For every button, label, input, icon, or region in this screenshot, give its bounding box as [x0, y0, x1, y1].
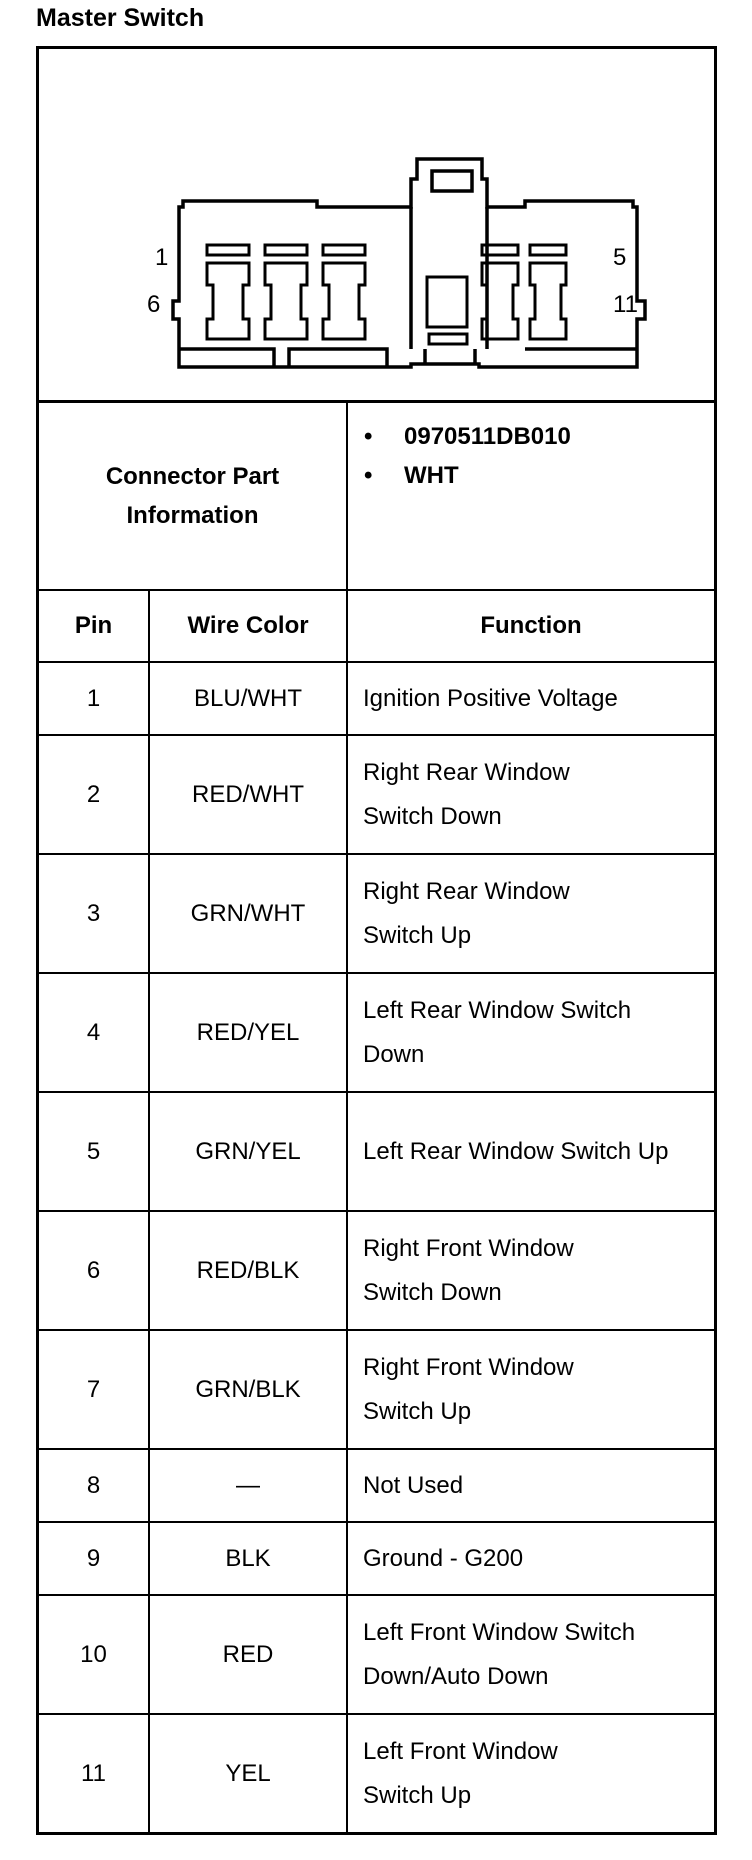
header-function: Function — [347, 590, 714, 662]
connector-info-label: Connector Part Information — [39, 403, 347, 590]
table-row: 4 RED/YEL Left Rear Window Switch Down — [39, 973, 714, 1092]
table-row: 7 GRN/BLK Right Front Window Switch Up — [39, 1330, 714, 1449]
pin-slot-center — [429, 334, 467, 344]
pin-label-5: 5 — [613, 244, 627, 271]
pin-label-1: 1 — [155, 244, 169, 271]
table-row: 11 YEL Left Front Window Switch Up — [39, 1714, 714, 1832]
table-row: 1 BLU/WHT Ignition Positive Voltage — [39, 662, 714, 735]
pin-slot-2 — [265, 245, 307, 255]
table-row: 3 GRN/WHT Right Rear Window Switch Up — [39, 854, 714, 973]
pin-slot-3 — [323, 245, 365, 255]
cavity-8 — [323, 263, 365, 339]
connector-info-row — [39, 403, 714, 590]
cavity-7 — [265, 263, 307, 339]
table-row: 5 GRN/YEL Left Rear Window Switch Up — [39, 1092, 714, 1211]
pinout-table — [39, 403, 714, 1832]
latch-window — [432, 171, 472, 191]
header-wire-color: Wire Color — [149, 590, 347, 662]
pin-label-11: 11 — [613, 291, 638, 318]
pin-slot-5 — [530, 245, 566, 255]
header-pin: Pin — [39, 590, 149, 662]
connector-face-drawing — [39, 49, 714, 400]
cavity-6 — [207, 263, 249, 339]
table-header-row — [39, 590, 714, 662]
table-row: 6 RED/BLK Right Front Window Switch Down — [39, 1211, 714, 1330]
info-value-color: • WHT — [364, 462, 459, 489]
table-row: 10 RED Left Front Window Switch Down/Auto Down — [39, 1595, 714, 1714]
table-row: 2 RED/WHT Right Rear Window Switch Down — [39, 735, 714, 854]
table-row: 9 BLK Ground - G200 — [39, 1522, 714, 1595]
pin-label-6: 6 — [147, 291, 161, 318]
connector-info-values — [347, 403, 714, 590]
table-row: 8 — Not Used — [39, 1449, 714, 1522]
page-title: Master Switch — [36, 4, 205, 32]
cavity-11 — [530, 263, 566, 339]
connector-diagram — [39, 49, 714, 403]
cavity-center — [427, 277, 467, 327]
pin-slot-1 — [207, 245, 249, 255]
info-value-part-number: • 0970511DB010 — [364, 423, 571, 450]
connector-sheet — [36, 46, 717, 1835]
